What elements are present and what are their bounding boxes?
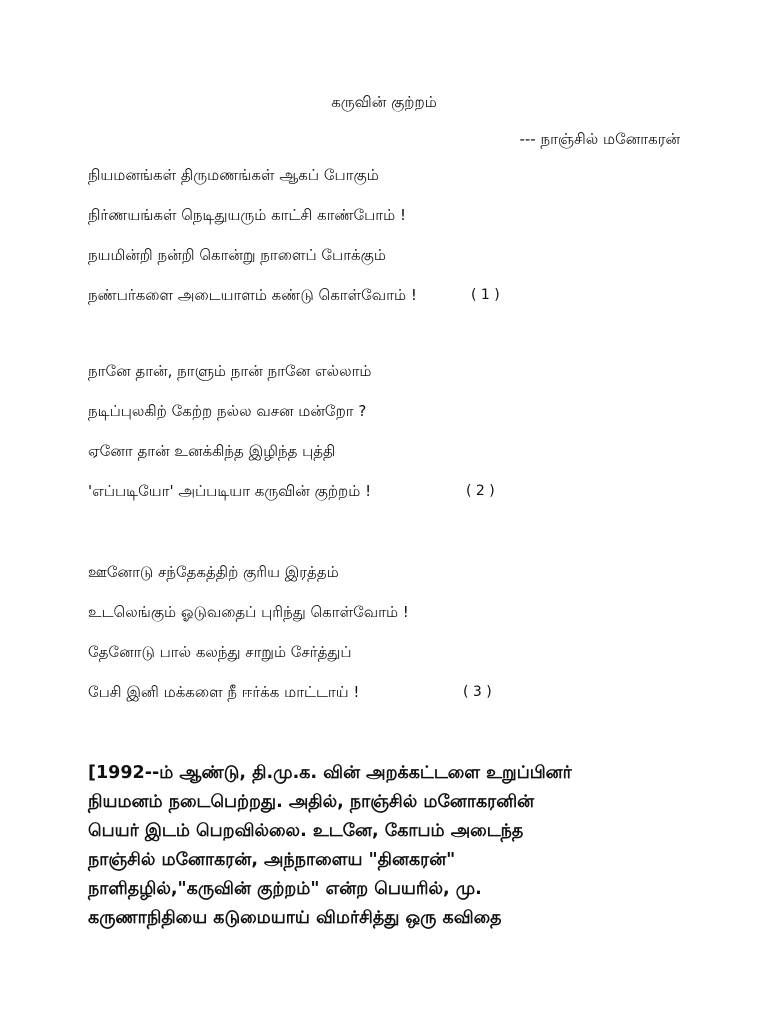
- verse-line: நானே தான், நாளும் நான் நானே எல்லாம்: [88, 362, 372, 380]
- stanza-2: [88, 361, 688, 521]
- verse-line: [88, 682, 688, 722]
- verse-line: ஏனோ தான் உனக்கிந்த இழிந்த புத்தி: [88, 442, 336, 460]
- verse-line: நியமனங்கள் திருமணங்கள் ஆகப் போகும்: [88, 166, 379, 184]
- note-line: [1992--ம் ஆண்டு, தி.மு.க. வின் அறக்கட்டளை உறுப்பினர்: [88, 763, 572, 783]
- verse-line: நயமின்றி நன்றி கொன்று நாளைப் போக்கும்: [88, 246, 386, 264]
- note-line: பெயர் இடம் பெறவில்லை. உடனே, கோபம் அடைந்த: [88, 821, 524, 841]
- stanza-number: ( 1 ): [471, 287, 500, 303]
- verse-line: ஊனோடு சந்தேகத்திற் குரிய இரத்தம்: [88, 563, 339, 581]
- note-line: கருணாநிதியை கடுமையாய் விமர்சித்து ஒரு கவிதை: [88, 908, 502, 928]
- verse-line: தேனோடு பால் கலந்து சாறும் சேர்த்துப்: [88, 643, 352, 661]
- verse-line: [88, 285, 688, 325]
- stanza-number: ( 2 ): [466, 483, 495, 499]
- note-line: நாஞ்சில் மனோகரன், அந்நாளைய "தினகரன்": [88, 850, 456, 870]
- verse-line: நிர்ணயங்கள் நெடிதுயரும் காட்சி காண்போம் !: [88, 206, 406, 224]
- verse-line: நடிப்புலகிற் கேற்ற நல்ல வசன மன்றோ ?: [88, 402, 367, 420]
- note-line: நாளிதழில்,"கருவின் குற்றம்" என்ற பெயரில், மு.: [88, 879, 482, 899]
- poem-author: --- நாஞ்சில் மனோகரன்: [519, 130, 680, 148]
- verse-line-text: நண்பர்களை அடையாளம் கண்டு கொள்வோம் !: [88, 286, 417, 304]
- poem-title: கருவின் குற்றம்: [331, 93, 437, 111]
- verse-line: உடலெங்கும் ஓடுவதைப் புரிந்து கொள்வோம் !: [88, 603, 409, 621]
- stanza-number: ( 3 ): [463, 684, 492, 700]
- stanza-3: [88, 562, 688, 722]
- stanza-1: [88, 165, 688, 325]
- editorial-note: [88, 759, 678, 933]
- verse-line-text: பேசி இனி மக்களை நீ ஈர்க்க மாட்டாய் !: [88, 683, 360, 701]
- note-line: நியமனம் நடைபெற்றது. அதில், நாஞ்சில் மனோகரனின்: [88, 792, 535, 812]
- verse-line: [88, 481, 688, 521]
- verse-line-text: 'எப்படியோ' அப்படியா கருவின் குற்றம் !: [88, 482, 372, 500]
